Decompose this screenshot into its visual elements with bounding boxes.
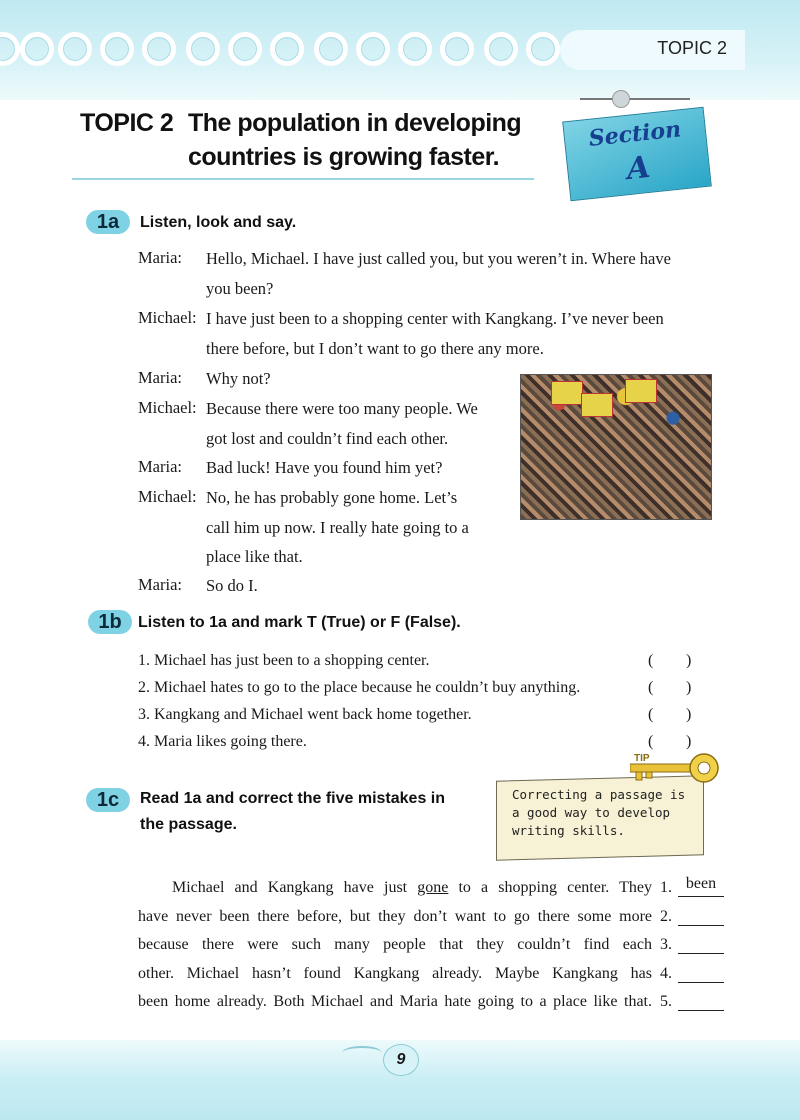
speech-line	[206, 571, 716, 601]
speech-text: there before, but I don’t want to go there any more.	[206, 338, 544, 358]
paren-close: )	[686, 706, 692, 723]
crowd-photo	[520, 374, 712, 520]
title-label: TOPIC 2	[80, 109, 174, 137]
passage-line: because there were such many people that they couldn’t find each	[138, 936, 652, 953]
section-heading-1c	[140, 786, 445, 838]
circle-icon	[484, 32, 518, 66]
speaker-label: Maria:	[138, 368, 182, 387]
circle-icon	[356, 32, 390, 66]
photo-sign	[551, 381, 583, 405]
decorative-circles	[0, 32, 560, 68]
tf-statement: 1. Michael has just been to a shopping center.	[138, 652, 430, 669]
answer-blank[interactable]	[678, 903, 724, 926]
tf-statement: 2. Michael hates to go to the place because he couldn’t buy anything.	[138, 679, 581, 696]
speech-text: No, he has probably gone home. Let’s	[206, 488, 458, 507]
speech-text: Hello, Michael. I have just called you, but you weren’t in. Where have	[206, 249, 671, 268]
section-heading-1a: Listen, look and say.	[140, 214, 297, 231]
answer-number: 3.	[660, 936, 672, 953]
topic-tag	[560, 30, 745, 70]
passage-segment: Michael and Kangkang have just	[172, 879, 418, 896]
speech-line	[206, 453, 511, 483]
paren-open: (	[648, 706, 654, 723]
section-badge-1c: 1c	[86, 788, 130, 812]
answer-number: 2.	[660, 907, 672, 925]
speaker-label: Maria:	[138, 457, 182, 476]
paren-close: )	[686, 733, 692, 750]
section-sign	[556, 84, 716, 204]
circle-icon	[440, 32, 474, 66]
speech-line	[206, 483, 511, 572]
circle-icon	[270, 32, 304, 66]
tip-text: Correcting a passage is a good way to develop writing skills.	[512, 787, 686, 838]
answer-number: 4.	[660, 964, 672, 982]
speaker-label: Michael:	[138, 487, 197, 506]
answer-parens[interactable]	[648, 705, 696, 725]
correction-passage	[138, 874, 652, 1017]
speech-line	[206, 304, 716, 363]
passage-line	[138, 874, 652, 903]
speaker-label: Maria:	[138, 248, 182, 267]
answer-blank[interactable]	[678, 988, 724, 1011]
sign-word: Section	[587, 116, 683, 152]
heading-line: the passage.	[140, 816, 237, 833]
section-heading-1b: Listen to 1a and mark T (True) or F (False).	[138, 614, 461, 631]
speaker-label: Michael:	[138, 398, 197, 417]
circle-icon	[398, 32, 432, 66]
answer-row	[660, 903, 730, 932]
section-badge-1a: 1a	[86, 210, 130, 234]
circle-icon	[314, 32, 348, 66]
answer-row	[660, 960, 730, 989]
speech-text: So do I.	[206, 576, 258, 595]
answer-blanks	[660, 874, 730, 1017]
tf-statement: 3. Kangkang and Michael went back home together.	[138, 706, 472, 723]
sign-letter: A	[625, 149, 652, 188]
underlined-word: gone	[417, 879, 449, 896]
speech-text: place like that.	[206, 547, 303, 566]
passage-line: other. Michael hasn’t found Kangkang already. Maybe Kangkang has	[138, 964, 652, 982]
circle-icon	[58, 32, 92, 66]
circle-icon	[526, 32, 560, 66]
speech-line	[206, 244, 716, 303]
speaker-label: Maria:	[138, 575, 182, 594]
answer-row	[660, 931, 730, 960]
paren-close: )	[686, 652, 692, 669]
circle-icon	[228, 32, 262, 66]
speaker-label: Michael:	[138, 308, 197, 327]
speech-text: got lost and couldn’t find each other.	[206, 428, 449, 448]
swoosh-icon	[342, 1046, 382, 1060]
tip-label: TIP	[634, 753, 650, 764]
answer-number: 1.	[660, 879, 672, 896]
key-icon	[630, 748, 720, 788]
title-text: The population in developing countries is growing faster.	[188, 109, 522, 171]
circle-icon	[0, 32, 20, 66]
speech-text: you been?	[206, 278, 274, 298]
paren-close: )	[686, 679, 692, 696]
answer-blank[interactable]	[678, 931, 724, 954]
answer-row	[660, 988, 730, 1017]
page-number: 9	[383, 1044, 419, 1076]
speech-text: Because there were too many people. We	[206, 399, 478, 418]
passage-segment: to a shopping center. They	[448, 879, 652, 896]
passage-line: been home already. Both Michael and Maria hate going to a place like that.	[138, 993, 652, 1010]
speech-text: Why not?	[206, 369, 271, 388]
sign-board	[562, 107, 712, 201]
speech-text: Bad luck! Have you found him yet?	[206, 458, 443, 477]
passage-line: have never been there before, but they don’t want to go there some more	[138, 907, 652, 925]
answer-parens[interactable]	[648, 678, 696, 698]
paren-open: (	[648, 733, 654, 750]
title-divider	[72, 178, 534, 180]
circle-icon	[142, 32, 176, 66]
circle-icon	[20, 32, 54, 66]
paren-open: (	[648, 652, 654, 669]
tf-statement: 4. Maria likes going there.	[138, 733, 307, 750]
paren-open: (	[648, 679, 654, 696]
pin-icon	[612, 90, 630, 108]
speech-text: I have just been to a shopping center with Kangkang. I’ve never been	[206, 309, 664, 328]
speech-line	[206, 394, 511, 453]
heading-line: Read 1a and correct the five mistakes in	[140, 790, 446, 807]
answer-blank[interactable]: been	[678, 874, 724, 897]
answer-blank[interactable]	[678, 960, 724, 983]
answer-number: 5.	[660, 993, 672, 1010]
answer-row	[660, 874, 730, 903]
circle-icon	[186, 32, 220, 66]
circle-icon	[100, 32, 134, 66]
speech-text: call him up now. I really hate going to a	[206, 517, 469, 537]
photo-sign	[625, 379, 657, 403]
answer-parens[interactable]	[648, 651, 696, 671]
topic-tag-label: TOPIC 2	[657, 38, 727, 58]
photo-sign	[581, 393, 613, 417]
section-badge-1b: 1b	[88, 610, 132, 634]
